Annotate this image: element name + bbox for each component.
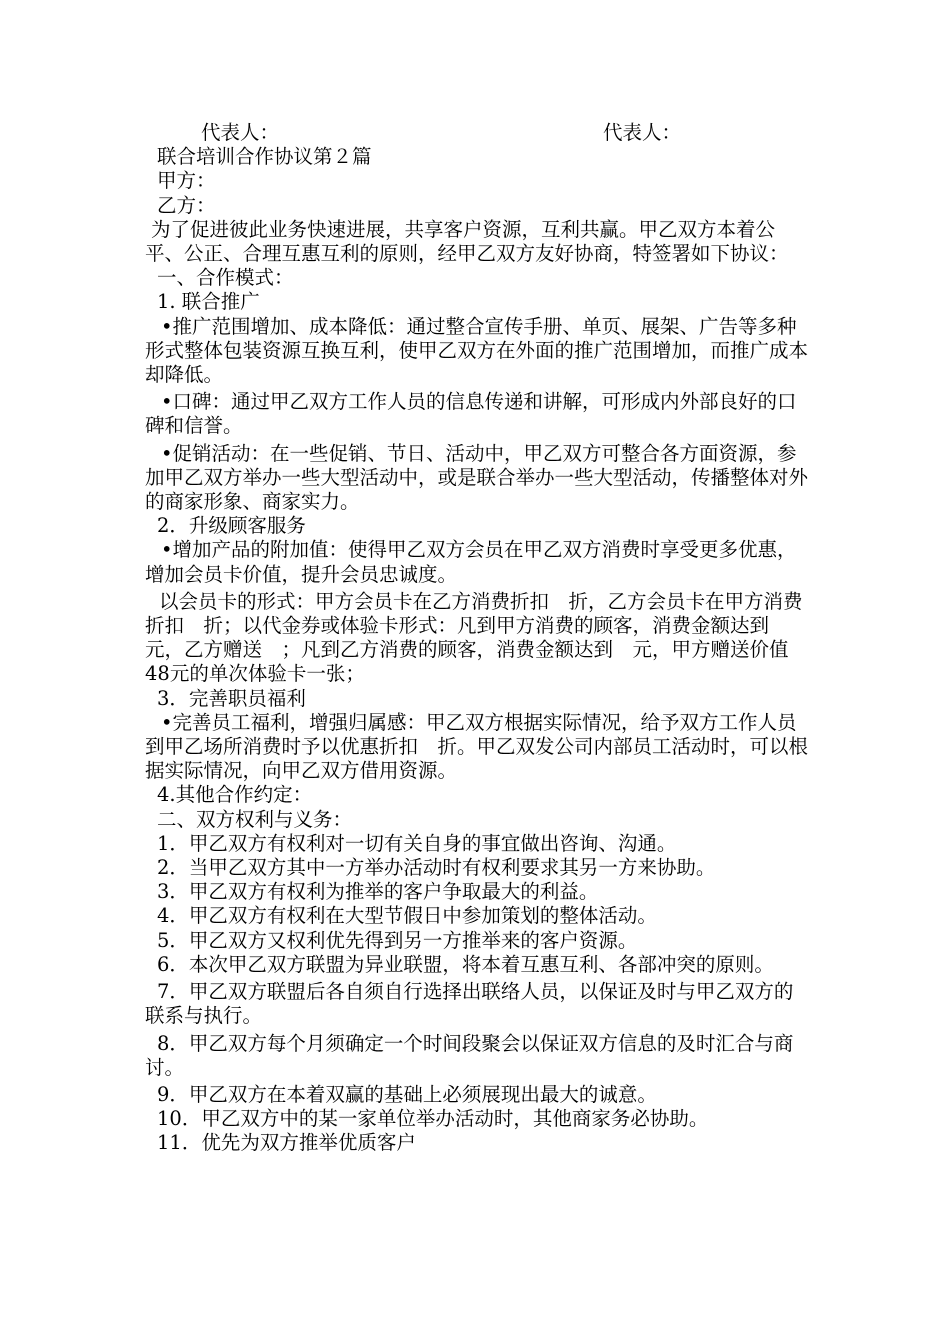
bullet-text: •推广范围增加、成本降低：通过整合宣传手册、单页、展架、广告等多种形式整体包装资源互换互利，使甲乙双方在外面的推广范围增加，而推广成本却降低。 xyxy=(145,314,809,387)
list-item-text: 6．本次甲乙双方联盟为异业联盟，将本着互惠互利、各部冲突的原则。 xyxy=(157,952,774,976)
party-b-label: 乙方： xyxy=(157,193,216,217)
paragraph-text: 以会员卡的形式：甲方会员卡在乙方消费折扣 折，乙方会员卡在甲方消费折扣 折；以代金券或体验卡形式：凡到甲方消费的顾客，消费金额达到 元，乙方赠送 ；凡到乙方消费的顾客，消费金额达到 元，甲方赠送价值48元的单次体验卡一张； xyxy=(145,589,803,686)
list-item xyxy=(145,1032,810,1080)
document-title: 联合培训合作协议第２篇 xyxy=(157,145,372,169)
bullet-text: •促销活动：在一些促销、节日、活动中，甲乙双方可整合各方面资源，参加甲乙双方举办一些大型活动中，或是联合举办一些大型活动，传播整体对外的商家形象、商家实力。 xyxy=(145,441,809,514)
section2-heading: 二、双方权利与义务： xyxy=(157,807,353,831)
section1-item1-heading: 1. 联合推广 xyxy=(157,290,260,314)
list-item: 3．甲乙双方有权利为推举的客户争取最大的利益。 xyxy=(157,880,599,904)
document-page xyxy=(145,121,810,1156)
section1-item3-heading: 3．完善职员福利 xyxy=(157,686,306,710)
section1-heading: 一、合作模式： xyxy=(157,266,294,290)
list-item: 5．甲乙双方又权利优先得到另一方推举来的客户资源。 xyxy=(157,928,638,952)
section1-item1-bullet3 xyxy=(145,442,810,515)
section1-item2-paragraph xyxy=(145,590,810,687)
list-item: 11．优先为双方推举优质客户 xyxy=(157,1131,416,1155)
list-item-text: 8．甲乙双方每个月须确定一个时间段聚会以保证双方信息的及时汇合与商讨。 xyxy=(145,1031,794,1079)
intro-paragraph xyxy=(145,218,810,266)
bullet-text: •口碑：通过甲乙双方工作人员的信息传递和讲解，可形成内外部良好的口碑和信誉。 xyxy=(145,390,797,438)
section1-item2-heading: 2．升级顾客服务 xyxy=(157,514,306,538)
representative-label-left: 代表人： xyxy=(201,121,280,144)
section1-item1-bullet2 xyxy=(145,390,810,438)
list-item: 4．甲乙双方有权利在大型节假日中参加策划的整体活动。 xyxy=(157,904,657,928)
representative-label-right: 代表人： xyxy=(603,121,682,144)
bullet-text: •完善员工福利，增强归属感：甲乙双方根据实际情况，给予双方工作人员到甲乙场所消费时予以优惠折扣 折。甲乙双发公司内部员工活动时，可以根据实际情况，向甲乙双方借用资源。 xyxy=(145,710,809,783)
list-item: 10．甲乙双方中的某一家单位举办活动时，其他商家务必协助。 xyxy=(157,1107,709,1131)
section1-item3-bullet1 xyxy=(145,711,810,784)
party-a-label: 甲方： xyxy=(157,169,216,193)
list-item: 1．甲乙双方有权利对一切有关自身的事宜做出咨询、沟通。 xyxy=(157,831,677,855)
bullet-text: •增加产品的附加值：使得甲乙双方会员在甲乙双方消费时享受更多优惠，增加会员卡价值，提升会员忠诚度。 xyxy=(145,538,797,586)
list-item: 9．甲乙双方在本着双赢的基础上必须展现出最大的诚意。 xyxy=(157,1082,657,1106)
section2-list xyxy=(145,832,810,1156)
section1-item1-bullet1 xyxy=(145,315,810,388)
list-item-text: 7．甲乙双方联盟后各自须自行选择出联络人员，以保证及时与甲乙双方的联系与执行。 xyxy=(145,980,794,1028)
list-item: 2．当甲乙双方其中一方举办活动时有权利要求其另一方来协助。 xyxy=(157,856,716,880)
intro-text: 为了促进彼此业务快速进展，共享客户资源，互利共赢。甲乙双方本着公平、公正、合理互惠互利的原则，经甲乙双方友好协商，特签署如下协议： xyxy=(145,217,789,265)
list-item xyxy=(145,980,810,1028)
section1-item4-heading: 4.其他合作约定： xyxy=(157,783,313,807)
signature-line xyxy=(145,121,810,145)
list-item xyxy=(145,953,810,977)
section1-item2-bullet1 xyxy=(145,538,810,586)
